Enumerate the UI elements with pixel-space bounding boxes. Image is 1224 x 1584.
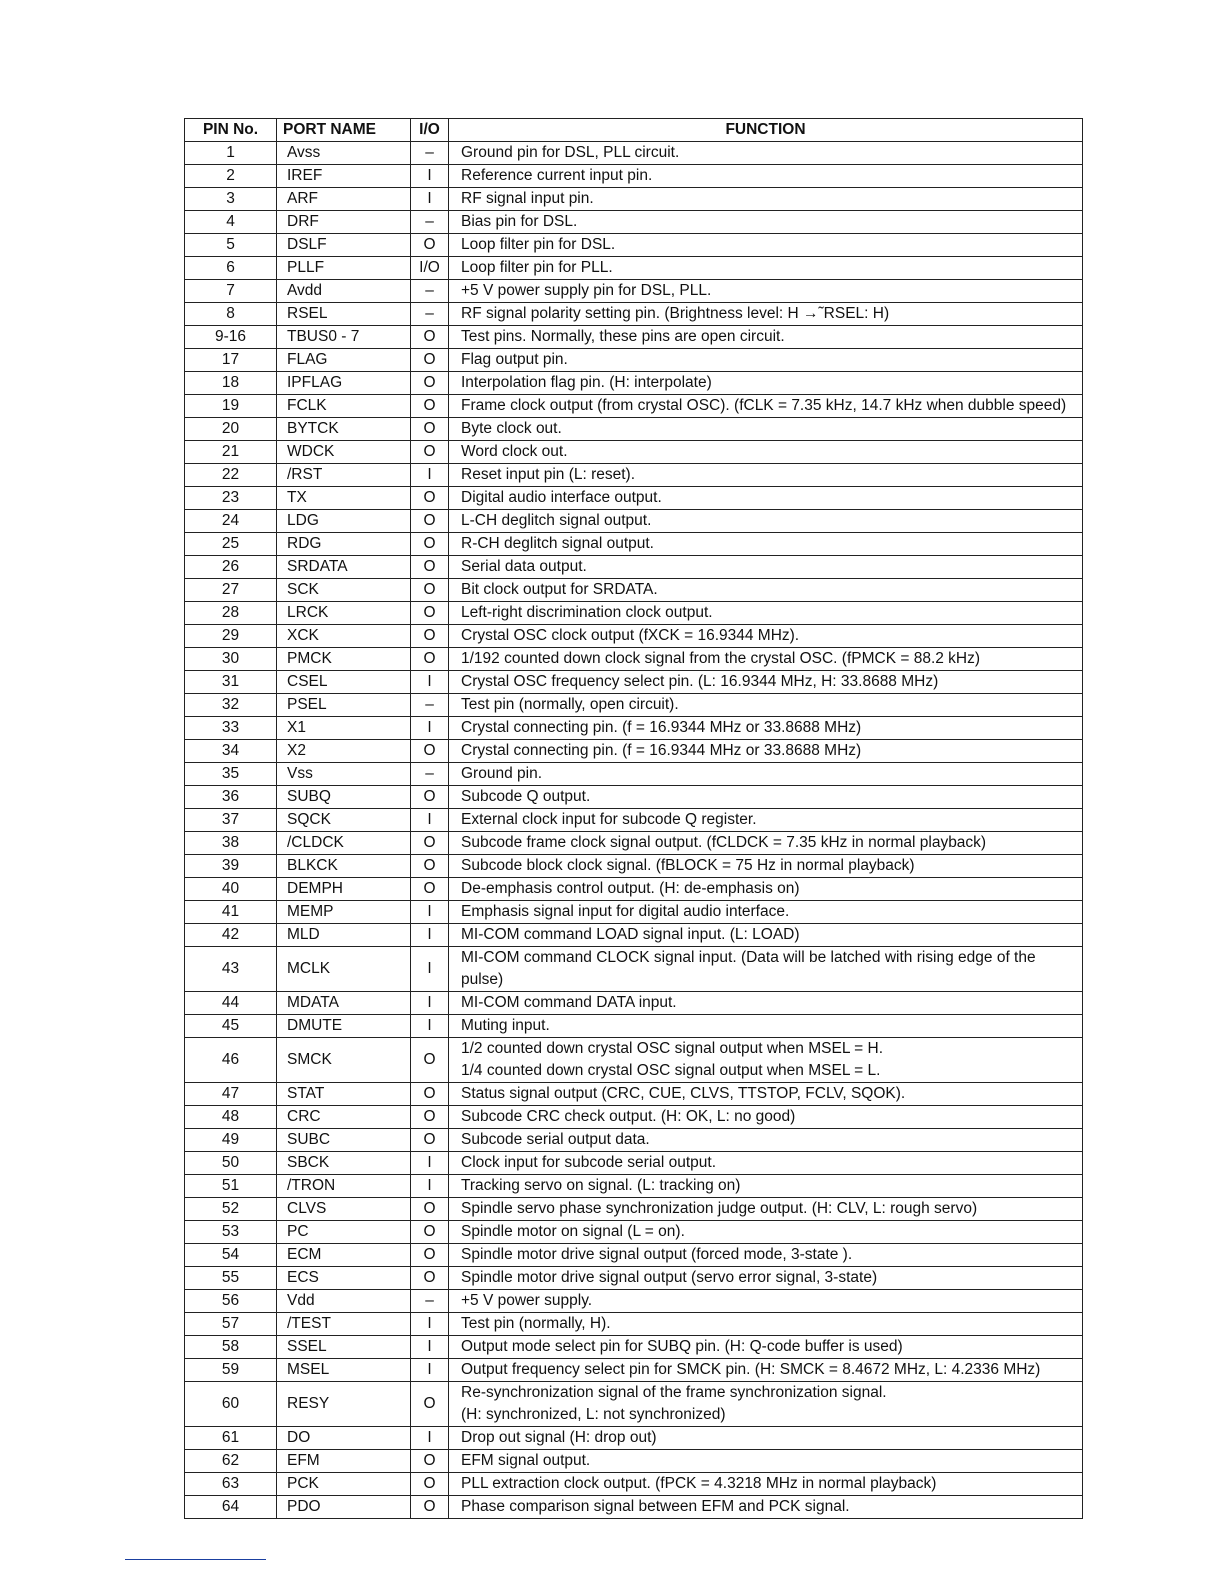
pin-number: 45 (185, 1015, 277, 1038)
port-name: PLLF (277, 257, 411, 280)
io-type: O (411, 878, 449, 901)
port-name: SSEL (277, 1336, 411, 1359)
function-description: Output mode select pin for SUBQ pin. (H: Q-code buffer is used) (449, 1336, 1083, 1359)
io-type: O (411, 556, 449, 579)
table-row (185, 510, 1083, 533)
pin-number: 6 (185, 257, 277, 280)
pin-number: 1 (185, 142, 277, 165)
pin-number: 60 (185, 1382, 277, 1427)
port-name: CRC (277, 1106, 411, 1129)
table-row (185, 142, 1083, 165)
function-description: Flag output pin. (449, 349, 1083, 372)
pin-number: 25 (185, 533, 277, 556)
port-name: SCK (277, 579, 411, 602)
port-name: DRF (277, 211, 411, 234)
function-description: Crystal OSC frequency select pin. (L: 16.9344 MHz, H: 33.8688 MHz) (449, 671, 1083, 694)
io-type: I/O (411, 257, 449, 280)
table-row (185, 1198, 1083, 1221)
table-row (185, 165, 1083, 188)
io-type: O (411, 395, 449, 418)
function-description: Spindle servo phase synchronization judge output. (H: CLV, L: rough servo) (449, 1198, 1083, 1221)
io-type: O (411, 349, 449, 372)
table-row (185, 579, 1083, 602)
table-row (185, 924, 1083, 947)
pin-number: 54 (185, 1244, 277, 1267)
header-function: FUNCTION (449, 119, 1083, 142)
port-name: DEMPH (277, 878, 411, 901)
io-type: – (411, 1290, 449, 1313)
function-description: Emphasis signal input for digital audio interface. (449, 901, 1083, 924)
io-type: O (411, 1221, 449, 1244)
table-row (185, 1427, 1083, 1450)
function-description: Bit clock output for SRDATA. (449, 579, 1083, 602)
port-name: MCLK (277, 947, 411, 992)
port-name: PCK (277, 1473, 411, 1496)
pin-number: 34 (185, 740, 277, 763)
pin-number: 32 (185, 694, 277, 717)
table-row (185, 349, 1083, 372)
io-type: – (411, 280, 449, 303)
pin-number: 49 (185, 1129, 277, 1152)
table-row (185, 1244, 1083, 1267)
pin-number: 40 (185, 878, 277, 901)
table-row (185, 717, 1083, 740)
port-name: /CLDCK (277, 832, 411, 855)
function-description: Subcode serial output data. (449, 1129, 1083, 1152)
header-io: I/O (411, 119, 449, 142)
table-row (185, 1359, 1083, 1382)
table-row (185, 740, 1083, 763)
port-name: SQCK (277, 809, 411, 832)
function-description: Byte clock out. (449, 418, 1083, 441)
port-name: ECS (277, 1267, 411, 1290)
table-row (185, 1083, 1083, 1106)
port-name: MSEL (277, 1359, 411, 1382)
function-description: Interpolation flag pin. (H: interpolate) (449, 372, 1083, 395)
port-name: MDATA (277, 992, 411, 1015)
pin-number: 35 (185, 763, 277, 786)
io-type: O (411, 855, 449, 878)
io-type: O (411, 326, 449, 349)
function-description: L-CH deglitch signal output. (449, 510, 1083, 533)
table-row (185, 694, 1083, 717)
function-description: Crystal OSC clock output (fXCK = 16.9344 MHz). (449, 625, 1083, 648)
function-description: Subcode frame clock signal output. (fCLDCK = 7.35 kHz in normal playback) (449, 832, 1083, 855)
function-description: Left-right discrimination clock output. (449, 602, 1083, 625)
pin-number: 18 (185, 372, 277, 395)
pin-function-table (184, 118, 1083, 1519)
function-description: Reference current input pin. (449, 165, 1083, 188)
function-description: +5 V power supply. (449, 1290, 1083, 1313)
function-description: MI-COM command CLOCK signal input. (Data will be latched with rising edge of the pulse) (449, 947, 1083, 992)
port-name: TBUS0 - 7 (277, 326, 411, 349)
io-type: O (411, 832, 449, 855)
pin-number: 26 (185, 556, 277, 579)
io-type: O (411, 234, 449, 257)
table-row (185, 1450, 1083, 1473)
function-description: Frame clock output (from crystal OSC). (fCLK = 7.35 kHz, 14.7 kHz when dubble speed) (449, 395, 1083, 418)
io-type: I (411, 809, 449, 832)
function-description: RF signal input pin. (449, 188, 1083, 211)
port-name: SBCK (277, 1152, 411, 1175)
table-row (185, 326, 1083, 349)
table-row (185, 441, 1083, 464)
table-row (185, 1313, 1083, 1336)
function-description: Reset input pin (L: reset). (449, 464, 1083, 487)
table-row (185, 1382, 1083, 1427)
table-row (185, 1473, 1083, 1496)
port-name: SUBQ (277, 786, 411, 809)
pin-number: 5 (185, 234, 277, 257)
pin-number: 33 (185, 717, 277, 740)
io-type: I (411, 1152, 449, 1175)
pin-number: 8 (185, 303, 277, 326)
pin-number: 64 (185, 1496, 277, 1519)
io-type: O (411, 1129, 449, 1152)
port-name: IPFLAG (277, 372, 411, 395)
table-row (185, 901, 1083, 924)
port-name: FLAG (277, 349, 411, 372)
port-name: PDO (277, 1496, 411, 1519)
io-type: O (411, 579, 449, 602)
pin-number: 57 (185, 1313, 277, 1336)
pin-number: 39 (185, 855, 277, 878)
port-name: TX (277, 487, 411, 510)
port-name: PMCK (277, 648, 411, 671)
io-type: O (411, 1083, 449, 1106)
function-description: MI-COM command LOAD signal input. (L: LOAD) (449, 924, 1083, 947)
table-row (185, 280, 1083, 303)
table-row (185, 763, 1083, 786)
port-name: PSEL (277, 694, 411, 717)
table-row (185, 809, 1083, 832)
port-name: LRCK (277, 602, 411, 625)
table-row (185, 418, 1083, 441)
pin-number: 19 (185, 395, 277, 418)
function-description: Spindle motor on signal (L = on). (449, 1221, 1083, 1244)
function-description: Subcode block clock signal. (fBLOCK = 75 Hz in normal playback) (449, 855, 1083, 878)
pin-number: 23 (185, 487, 277, 510)
io-type: I (411, 924, 449, 947)
io-type: O (411, 1198, 449, 1221)
port-name: MEMP (277, 901, 411, 924)
function-description: De-emphasis control output. (H: de-emphasis on) (449, 878, 1083, 901)
io-type: I (411, 901, 449, 924)
function-description: Test pin (normally, H). (449, 1313, 1083, 1336)
function-description: Subcode Q output. (449, 786, 1083, 809)
io-type: I (411, 165, 449, 188)
function-description: Crystal connecting pin. (f = 16.9344 MHz or 33.8688 MHz) (449, 717, 1083, 740)
table-row (185, 1496, 1083, 1519)
port-name: ARF (277, 188, 411, 211)
pin-number: 62 (185, 1450, 277, 1473)
port-name: Avss (277, 142, 411, 165)
io-type: O (411, 372, 449, 395)
port-name: IREF (277, 165, 411, 188)
header-pin-no: PIN No. (185, 119, 277, 142)
pin-number: 44 (185, 992, 277, 1015)
pin-number: 2 (185, 165, 277, 188)
io-type: O (411, 1473, 449, 1496)
function-description: Ground pin. (449, 763, 1083, 786)
io-type: O (411, 648, 449, 671)
function-description: Crystal connecting pin. (f = 16.9344 MHz or 33.8688 MHz) (449, 740, 1083, 763)
table-row (185, 855, 1083, 878)
io-type: – (411, 763, 449, 786)
pin-number: 51 (185, 1175, 277, 1198)
pin-number: 7 (185, 280, 277, 303)
io-type: O (411, 625, 449, 648)
port-name: RDG (277, 533, 411, 556)
io-type: O (411, 1496, 449, 1519)
pin-number: 63 (185, 1473, 277, 1496)
function-description: Subcode CRC check output. (H: OK, L: no good) (449, 1106, 1083, 1129)
pin-number: 4 (185, 211, 277, 234)
io-type: I (411, 947, 449, 992)
port-name: /RST (277, 464, 411, 487)
io-type: O (411, 533, 449, 556)
table-body (185, 142, 1083, 1519)
function-description: EFM signal output. (449, 1450, 1083, 1473)
port-name: LDG (277, 510, 411, 533)
table-row (185, 533, 1083, 556)
table-row (185, 1129, 1083, 1152)
pin-number: 52 (185, 1198, 277, 1221)
io-type: O (411, 1450, 449, 1473)
table-header-row (185, 119, 1083, 142)
table-row (185, 303, 1083, 326)
function-description: 1/192 counted down clock signal from the crystal OSC. (fPMCK = 88.2 kHz) (449, 648, 1083, 671)
pin-number: 50 (185, 1152, 277, 1175)
pin-number: 48 (185, 1106, 277, 1129)
io-type: O (411, 1267, 449, 1290)
io-type: O (411, 1382, 449, 1427)
port-name: STAT (277, 1083, 411, 1106)
table-row (185, 671, 1083, 694)
pin-number: 37 (185, 809, 277, 832)
table-row (185, 1221, 1083, 1244)
port-name: Avdd (277, 280, 411, 303)
function-description: Ground pin for DSL, PLL circuit. (449, 142, 1083, 165)
function-description: Drop out signal (H: drop out) (449, 1427, 1083, 1450)
io-type: I (411, 671, 449, 694)
function-description: Phase comparison signal between EFM and PCK signal. (449, 1496, 1083, 1519)
pin-number: 3 (185, 188, 277, 211)
function-description: RF signal polarity setting pin. (Brightness level: H →˜RSEL: H) (449, 303, 1083, 326)
function-description: PLL extraction clock output. (fPCK = 4.3218 MHz in normal playback) (449, 1473, 1083, 1496)
pin-number: 27 (185, 579, 277, 602)
io-type: O (411, 441, 449, 464)
port-name: Vss (277, 763, 411, 786)
port-name: X1 (277, 717, 411, 740)
port-name: /TEST (277, 1313, 411, 1336)
header-port-name: PORT NAME (277, 119, 411, 142)
port-name: CLVS (277, 1198, 411, 1221)
io-type: I (411, 464, 449, 487)
pin-number: 55 (185, 1267, 277, 1290)
io-type: I (411, 1313, 449, 1336)
pin-number: 53 (185, 1221, 277, 1244)
io-type: O (411, 418, 449, 441)
io-type: O (411, 786, 449, 809)
function-description: Spindle motor drive signal output (forced mode, 3-state ). (449, 1244, 1083, 1267)
port-name: BYTCK (277, 418, 411, 441)
io-type: O (411, 1244, 449, 1267)
io-type: O (411, 487, 449, 510)
io-type: I (411, 1336, 449, 1359)
io-type: O (411, 1106, 449, 1129)
function-description: Word clock out. (449, 441, 1083, 464)
table-row (185, 188, 1083, 211)
pin-number: 28 (185, 602, 277, 625)
table-row (185, 947, 1083, 992)
table-row (185, 556, 1083, 579)
table-row (185, 1290, 1083, 1313)
table-row (185, 234, 1083, 257)
table-row (185, 1015, 1083, 1038)
table-row (185, 395, 1083, 418)
function-description: R-CH deglitch signal output. (449, 533, 1083, 556)
function-description: +5 V power supply pin for DSL, PLL. (449, 280, 1083, 303)
pin-number: 31 (185, 671, 277, 694)
io-type: I (411, 1359, 449, 1382)
port-name: DSLF (277, 234, 411, 257)
footnote-rule (125, 1559, 266, 1560)
io-type: I (411, 717, 449, 740)
pin-number: 20 (185, 418, 277, 441)
pin-number: 36 (185, 786, 277, 809)
function-description: Output frequency select pin for SMCK pin. (H: SMCK = 8.4672 MHz, L: 4.2336 MHz) (449, 1359, 1083, 1382)
pin-number: 58 (185, 1336, 277, 1359)
function-description: Tracking servo on signal. (L: tracking on) (449, 1175, 1083, 1198)
function-description: Re-synchronization signal of the frame synchronization signal. (H: synchronized, L: not synchronized) (449, 1382, 1083, 1427)
table-row (185, 487, 1083, 510)
table-row (185, 832, 1083, 855)
function-description: Bias pin for DSL. (449, 211, 1083, 234)
table-row (185, 1106, 1083, 1129)
io-type: I (411, 1427, 449, 1450)
port-name: DMUTE (277, 1015, 411, 1038)
io-type: – (411, 211, 449, 234)
pin-number: 29 (185, 625, 277, 648)
io-type: O (411, 602, 449, 625)
pin-number: 24 (185, 510, 277, 533)
port-name: FCLK (277, 395, 411, 418)
port-name: RSEL (277, 303, 411, 326)
function-description: Status signal output (CRC, CUE, CLVS, TTSTOP, FCLV, SQOK). (449, 1083, 1083, 1106)
io-type: O (411, 510, 449, 533)
io-type: I (411, 1015, 449, 1038)
function-description: Loop filter pin for DSL. (449, 234, 1083, 257)
io-type: I (411, 992, 449, 1015)
pin-number: 38 (185, 832, 277, 855)
function-description: Digital audio interface output. (449, 487, 1083, 510)
pin-number: 46 (185, 1038, 277, 1083)
function-description: External clock input for subcode Q register. (449, 809, 1083, 832)
table-row (185, 211, 1083, 234)
table-row (185, 1175, 1083, 1198)
pin-number: 43 (185, 947, 277, 992)
port-name: RESY (277, 1382, 411, 1427)
function-description: Test pin (normally, open circuit). (449, 694, 1083, 717)
pin-number: 41 (185, 901, 277, 924)
port-name: Vdd (277, 1290, 411, 1313)
function-description: Loop filter pin for PLL. (449, 257, 1083, 280)
port-name: SMCK (277, 1038, 411, 1083)
pin-number: 30 (185, 648, 277, 671)
table-row (185, 786, 1083, 809)
function-description: Spindle motor drive signal output (servo error signal, 3-state) (449, 1267, 1083, 1290)
port-name: DO (277, 1427, 411, 1450)
function-description: MI-COM command DATA input. (449, 992, 1083, 1015)
table-row (185, 602, 1083, 625)
table-row (185, 372, 1083, 395)
io-type: I (411, 188, 449, 211)
table-row (185, 257, 1083, 280)
function-description: Muting input. (449, 1015, 1083, 1038)
port-name: CSEL (277, 671, 411, 694)
pin-number: 9-16 (185, 326, 277, 349)
pin-number: 56 (185, 1290, 277, 1313)
port-name: BLKCK (277, 855, 411, 878)
table-row (185, 648, 1083, 671)
port-name: PC (277, 1221, 411, 1244)
io-type: – (411, 694, 449, 717)
table-row (185, 878, 1083, 901)
table-row (185, 1152, 1083, 1175)
port-name: X2 (277, 740, 411, 763)
table-row (185, 464, 1083, 487)
io-type: – (411, 303, 449, 326)
function-description: Clock input for subcode serial output. (449, 1152, 1083, 1175)
pin-number: 59 (185, 1359, 277, 1382)
table-row (185, 1267, 1083, 1290)
port-name: /TRON (277, 1175, 411, 1198)
table-row (185, 625, 1083, 648)
table-row (185, 1038, 1083, 1083)
pin-number: 61 (185, 1427, 277, 1450)
pin-number: 42 (185, 924, 277, 947)
pin-number: 47 (185, 1083, 277, 1106)
function-description: Serial data output. (449, 556, 1083, 579)
pin-number: 22 (185, 464, 277, 487)
io-type: – (411, 142, 449, 165)
table-row (185, 992, 1083, 1015)
io-type: I (411, 1175, 449, 1198)
io-type: O (411, 740, 449, 763)
io-type: O (411, 1038, 449, 1083)
port-name: SUBC (277, 1129, 411, 1152)
function-description: Test pins. Normally, these pins are open circuit. (449, 326, 1083, 349)
port-name: WDCK (277, 441, 411, 464)
table-row (185, 1336, 1083, 1359)
function-description: 1/2 counted down crystal OSC signal output when MSEL = H. 1/4 counted down crystal OSC signal output when MSEL = L. (449, 1038, 1083, 1083)
pin-number: 21 (185, 441, 277, 464)
pin-number: 17 (185, 349, 277, 372)
port-name: EFM (277, 1450, 411, 1473)
port-name: MLD (277, 924, 411, 947)
port-name: ECM (277, 1244, 411, 1267)
port-name: XCK (277, 625, 411, 648)
port-name: SRDATA (277, 556, 411, 579)
